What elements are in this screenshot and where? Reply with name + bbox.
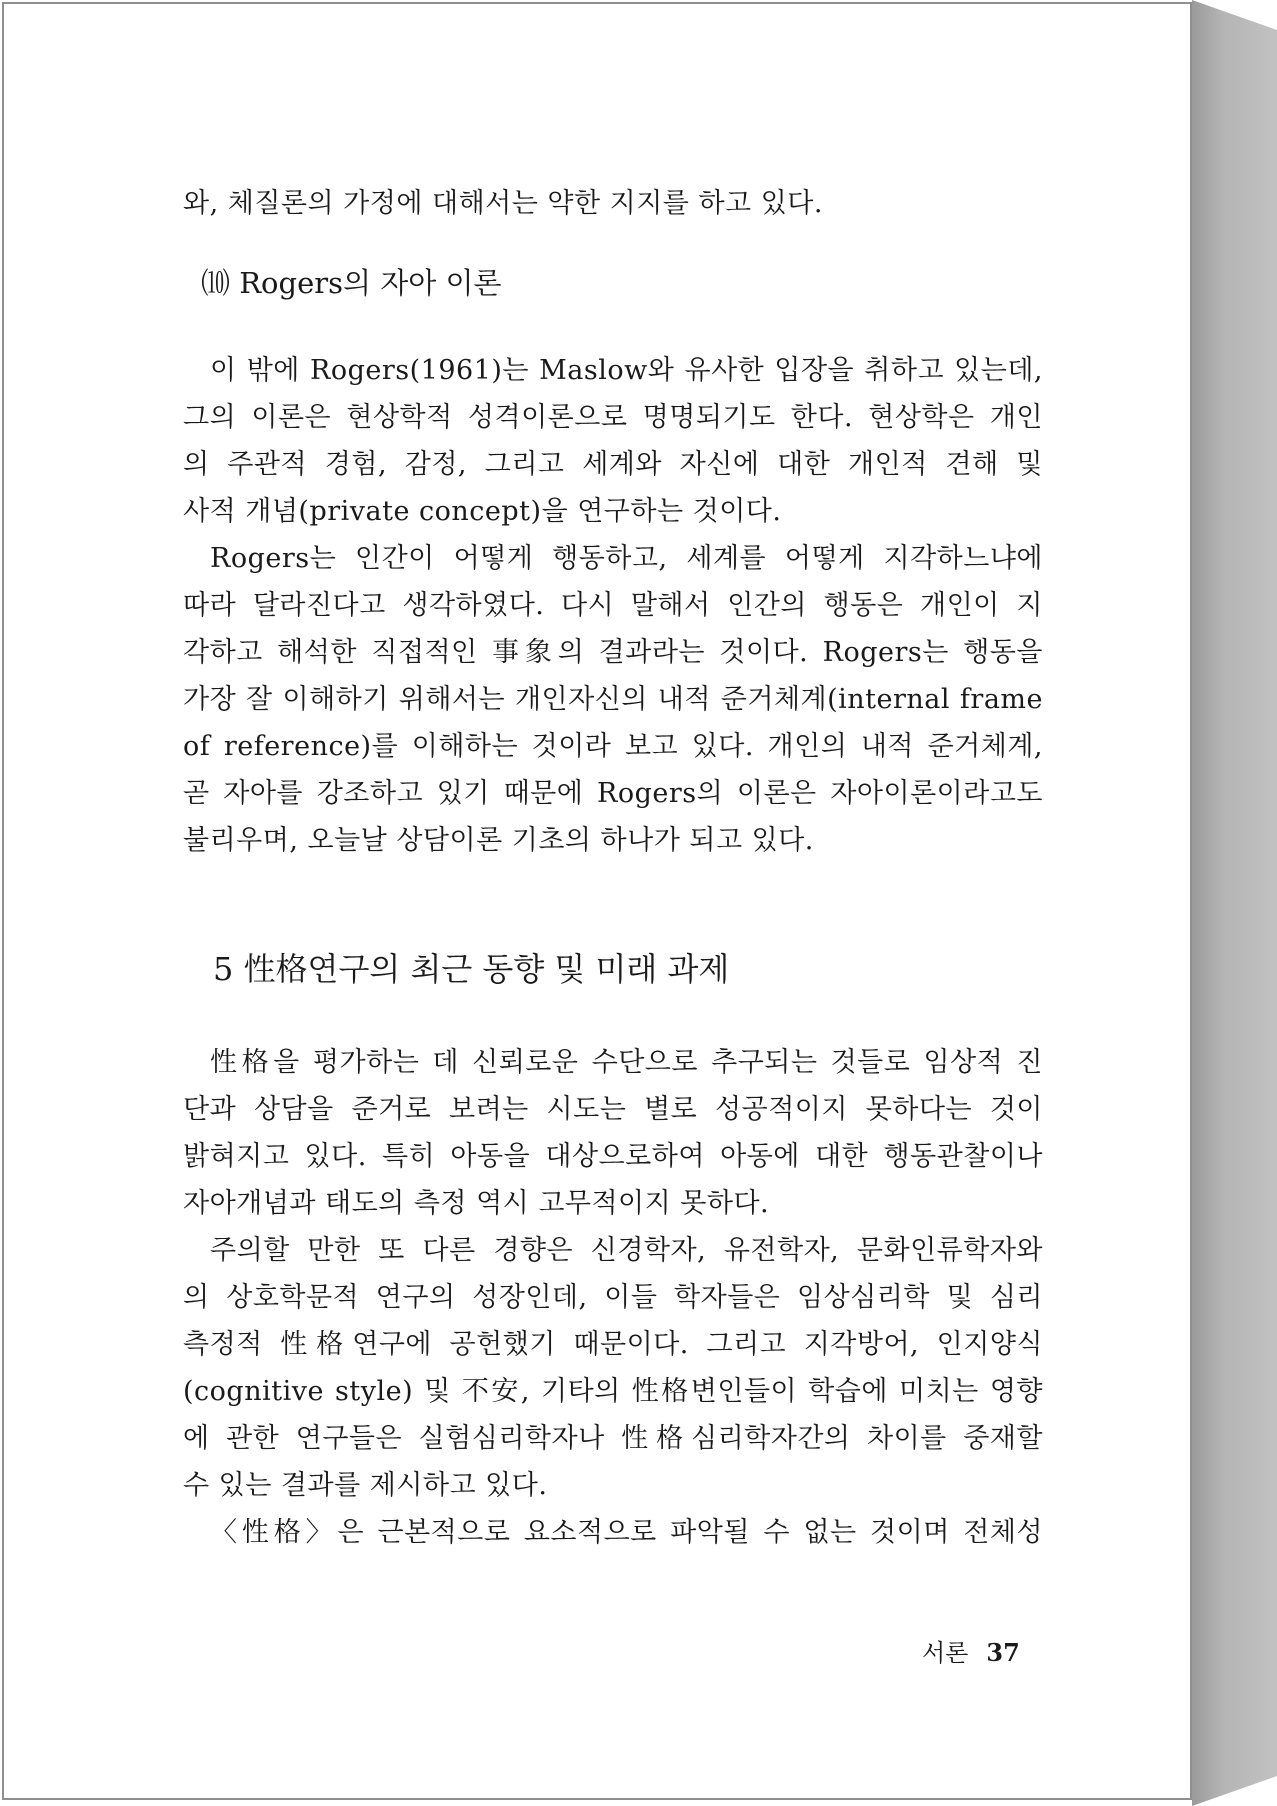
paragraph-2 [183,535,1043,864]
page-footer [922,1633,1020,1668]
text-line: 자아개념과 태도의 측정 역시 고무적이지 못하다. [183,1188,770,1219]
text-line: 주의할 만한 또 다른 경향은 신경학자, 유전학자, 문화인류학자와 [210,1235,1043,1266]
text-line: 따라 달라진다고 생각하였다. 다시 말해서 인간의 행동은 개인이 지 [183,590,1043,621]
text-line: 가장 잘 이해하기 위해서는 개인자신의 내적 준거체계(internal frame [183,684,1043,715]
footer-section-label: 서론 [922,1639,969,1667]
text-line: 단과 상담을 준거로 보려는 시도는 별로 성공적이지 못하다는 것이 [183,1094,1043,1125]
text-line: 밝혀지고 있다. 특히 아동을 대상으로하여 아동에 대한 행동관찰이나 [183,1141,1043,1172]
text-line: 에 관한 연구들은 실험심리학자나 性格심리학자간의 차이를 중재할 [183,1423,1043,1454]
text-line: 그의 이론은 현상학적 성격이론으로 명명되기도 한다. 현상학은 개인 [183,402,1043,433]
subheading-rogers-self-theory: ⑽ Rogers의 자아 이론 [201,266,502,300]
text-line: 와, 체질론의 가정에 대해서는 약한 지지를 하고 있다. [183,188,823,219]
text-line: (cognitive style) 및 不安, 기타의 性格변인들이 학습에 미치는 영향 [183,1376,1043,1407]
book-edge-shadow [1192,0,1277,1806]
text-line: 측정적 性格연구에 공헌했기 때문이다. 그리고 지각방어, 인지양식 [183,1329,1043,1360]
text-line: 이 밖에 Rogers(1961)는 Maslow와 유사한 입장을 취하고 있는데, [210,355,1043,386]
page-content [183,180,1043,1556]
text-line: 수 있는 결과를 제시하고 있다. [183,1470,548,1501]
text-line: 불리우며, 오늘날 상담이론 기초의 하나가 되고 있다. [183,825,814,856]
text-line: 의 주관적 경험, 감정, 그리고 세계와 자신에 대한 개인적 견해 및 [183,449,1043,480]
text-line: Rogers는 인간이 어떻게 행동하고, 세계를 어떻게 지각하느냐에 [210,543,1043,574]
paragraph-4 [183,1227,1043,1509]
text-line: 각하고 해석한 직접적인 事象의 결과라는 것이다. Rogers는 행동을 [183,637,1043,668]
page-number: 37 [986,1638,1020,1667]
section-heading-recent-trends: 5 性格연구의 최근 동향 및 미래 과제 [213,950,730,988]
paragraph-5 [183,1509,1043,1556]
text-line: of reference)를 이해하는 것이라 보고 있다. 개인의 내적 준거체계, [183,731,1043,762]
text-line: 곧 자아를 강조하고 있기 때문에 Rogers의 이론은 자아이론이라고도 [183,778,1043,809]
text-line: 사적 개념(private concept)을 연구하는 것이다. [183,496,782,527]
text-line: 의 상호학문적 연구의 성장인데, 이들 학자들은 임상심리학 및 심리 [183,1282,1043,1313]
text-line: 〈性格〉은 근본적으로 요소적으로 파악될 수 없는 것이며 전체성 [210,1517,1043,1548]
paragraph-1 [183,347,1043,535]
text-line: 性格을 평가하는 데 신뢰로운 수단으로 추구되는 것들로 임상적 진 [210,1047,1043,1078]
paragraph-0 [183,180,1043,227]
paragraph-3 [183,1039,1043,1227]
